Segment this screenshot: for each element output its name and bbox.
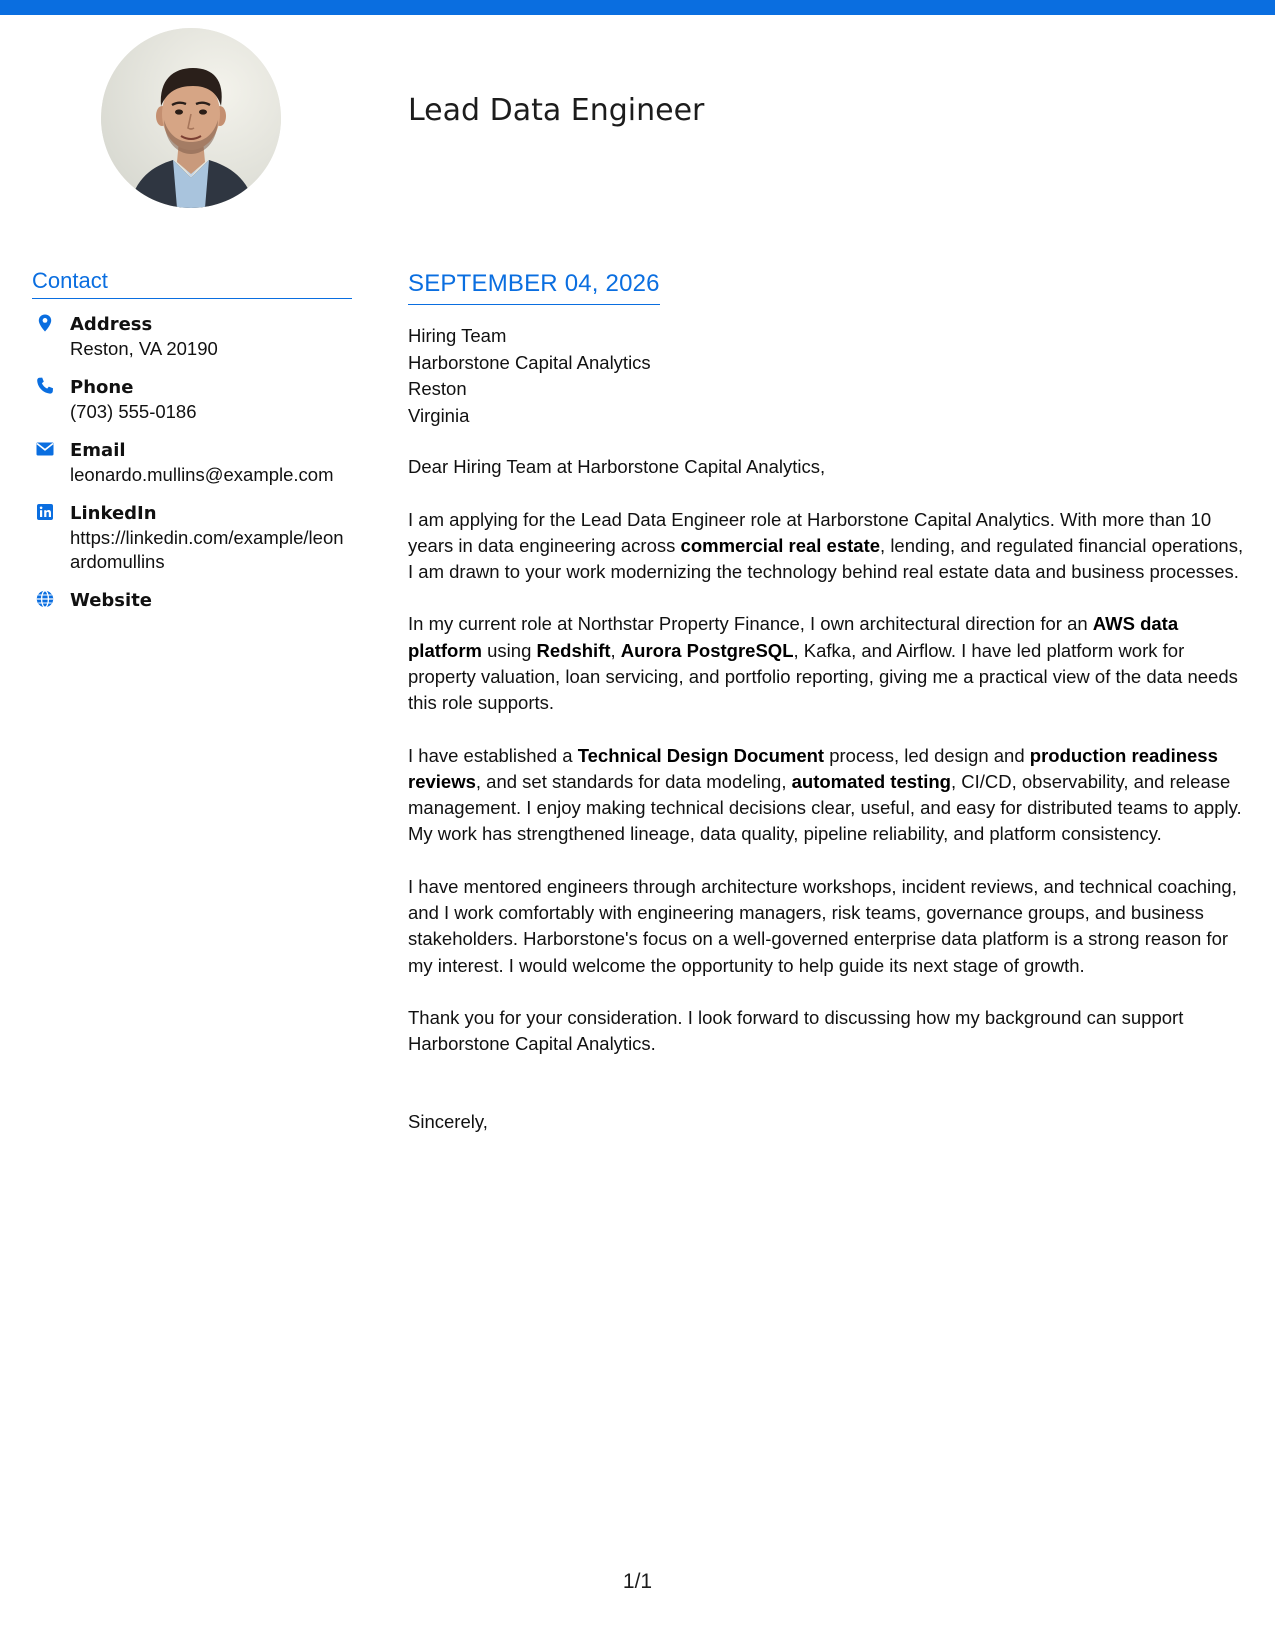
contact-item-website	[32, 588, 352, 613]
phone-icon	[34, 375, 56, 397]
paragraph-text: ,	[610, 639, 621, 661]
job-title: Lead Data Engineer	[408, 93, 705, 128]
contact-list	[32, 312, 352, 613]
contact-sidebar	[32, 268, 352, 627]
recipient-line: Harborstone Capital Analytics	[408, 351, 651, 373]
paragraph-text: , CI/CD, observability, and release management. I enjoy making technical decisions clear, useful, and easy for distributed teams to apply. My work has strengthened lineage, data quality, pipeline reliability, and platform consistency.	[408, 770, 1242, 845]
paragraph-text: I have established a	[408, 744, 578, 766]
letter-body	[408, 268, 1253, 1135]
letter-paragraph	[408, 611, 1253, 716]
emphasis-text: Redshift	[536, 639, 611, 661]
letter-paragraph	[408, 743, 1253, 848]
paragraph-text: Thank you for your consideration. I look forward to discussing how my background can support Harborstone Capital Analytics.	[408, 1006, 1184, 1055]
emphasis-text: automated testing	[791, 770, 951, 792]
contact-label-phone: Phone	[70, 377, 134, 398]
globe-icon	[34, 588, 56, 610]
contact-item-address	[32, 312, 352, 361]
contact-label-address: Address	[70, 314, 153, 335]
recipient-block	[408, 323, 1253, 429]
recipient-line: Virginia	[408, 404, 470, 426]
linkedin-icon	[34, 501, 56, 523]
contact-value-email[interactable]: leonardo.mullins@example.com	[70, 464, 334, 485]
salutation: Dear Hiring Team at Harborstone Capital Analytics,	[408, 456, 826, 477]
paragraph-text: process, led design and	[824, 744, 1030, 766]
emphasis-text: commercial real estate	[680, 534, 881, 556]
envelope-icon	[34, 438, 56, 460]
paragraph-text: In my current role at Northstar Property Finance, I own architectural direction for an	[408, 613, 1093, 635]
recipient-line: Reston	[408, 378, 467, 399]
emphasis-text: Aurora PostgreSQL	[620, 639, 794, 661]
contact-value-address: Reston, VA 20190	[70, 338, 218, 359]
contact-heading: Contact	[32, 268, 352, 299]
contact-item-linkedin	[32, 501, 352, 574]
contact-value-phone: (703) 555-0186	[70, 401, 197, 422]
paragraph-text: I am applying for the Lead Data Engineer role at Harborstone Capital Analytics. With more than 10 years in data engineering across	[408, 508, 1212, 556]
paragraph-text: , Kafka, and Airflow. I have led platform work for property valuation, loan servicing, and portfolio reporting, giving me a practical view of the data needs this role supports.	[408, 639, 1238, 714]
letter-paragraph	[408, 874, 1253, 979]
paragraph-text: , lending, and regulated financial operations, I am drawn to your work modernizing the technology behind real estate data and business processes.	[408, 534, 1244, 583]
paragraph-text: , and set standards for data modeling,	[475, 770, 792, 792]
emphasis-text: production readiness reviews	[408, 744, 1218, 792]
emphasis-text: AWS data platform	[408, 613, 1179, 661]
paragraph-text: using	[482, 639, 537, 661]
contact-label-website: Website	[70, 590, 153, 611]
closing: Sincerely,	[408, 1110, 488, 1132]
profile-photo	[101, 28, 281, 208]
top-accent-bar	[0, 0, 1275, 15]
contact-item-phone	[32, 375, 352, 424]
letter-paragraph	[408, 1005, 1253, 1058]
contact-item-email	[32, 438, 352, 487]
location-pin-icon	[34, 312, 56, 334]
emphasis-text: Technical Design Document	[577, 744, 825, 766]
page-number: 1/1	[622, 1570, 653, 1593]
contact-value-linkedin[interactable]: https://linkedin.com/example/leonardomullins	[70, 527, 344, 572]
recipient-line: Hiring Team	[408, 325, 507, 346]
letter-date: SEPTEMBER 04, 2026	[408, 268, 660, 305]
portrait-photo-icon	[101, 28, 281, 208]
letter-paragraph	[408, 507, 1253, 586]
paragraph-text: I have mentored engineers through architecture workshops, incident reviews, and technical coaching, and I work comfortably with engineering managers, risk teams, governance groups, and business stakeholders. Harborstone's focus on a well-governed enterprise data platform is a strong reason for my interest. I would welcome the opportunity to help guide its next stage of growth.	[408, 875, 1237, 976]
contact-label-email: Email	[70, 440, 126, 461]
contact-label-linkedin: LinkedIn	[70, 503, 157, 524]
